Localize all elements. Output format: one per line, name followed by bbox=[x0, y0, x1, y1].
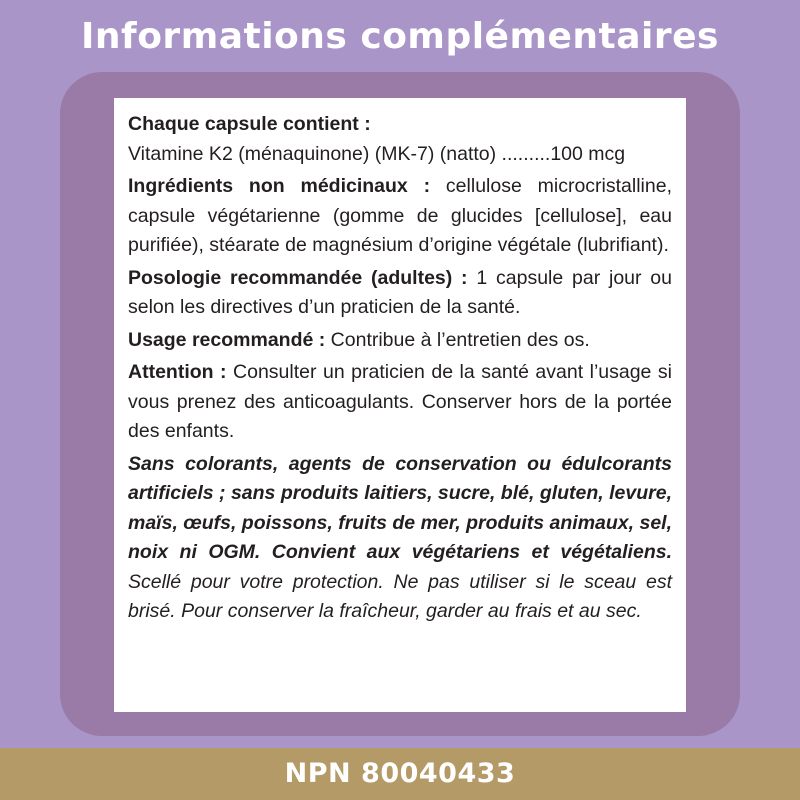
dosage-heading: Posologie recommandée (adultes) : bbox=[128, 266, 468, 289]
page-title: Informations complémentaires bbox=[81, 16, 719, 57]
free-from-claims-bold: Sans colorants, agents de conservation ou édulcorants artificiels ; sans produits laitiers, sucre, blé, gluten, levure, maïs, œufs, poissons, fruits de mer, produits animaux, sel, noix ni OGM. Convient aux végétariens et végétaliens. bbox=[128, 452, 673, 563]
caution-text: Consulter un praticien de la santé avant l’usage si vous prenez des anticoagulants. Conserver hors de la portée des enfants. bbox=[128, 361, 672, 442]
capsule-contents-section bbox=[128, 110, 672, 169]
npn-footer-bar bbox=[0, 748, 800, 800]
dosage-text: 1 capsule par jour ou selon les directives d’un praticien de la santé. bbox=[128, 266, 673, 318]
usage-heading: Usage recommandé : bbox=[128, 328, 326, 351]
dosage-section bbox=[128, 264, 672, 323]
supplement-facts-label bbox=[114, 98, 686, 712]
free-from-claims-section bbox=[128, 450, 672, 627]
caution-heading: Attention : bbox=[128, 361, 227, 383]
non-medicinal-ingredients-section bbox=[128, 172, 672, 261]
npn-number: NPN 80040433 bbox=[284, 758, 516, 789]
usage-text: Contribue à l’entretien des os. bbox=[325, 328, 590, 351]
storage-instructions: Scellé pour votre protection. Ne pas utiliser si le sceau est brisé. Pour conserver la fraîcheur, garder au frais et au sec. bbox=[128, 570, 672, 622]
non-medicinal-heading: Ingrédients non médicinaux : bbox=[128, 175, 431, 197]
capsule-contents-heading: Chaque capsule contient : bbox=[128, 113, 371, 135]
usage-section bbox=[128, 326, 672, 356]
caution-section bbox=[128, 358, 672, 447]
non-medicinal-text: cellulose microcristalline, capsule végétarienne (gomme de glucides [cellulose], eau purifiée), stéarate de magnésium d’origine végétale (lubrifiant). bbox=[128, 175, 672, 256]
medicinal-ingredient-line: Vitamine K2 (ménaquinone) (MK-7) (natto) .........100 mcg bbox=[128, 142, 626, 165]
